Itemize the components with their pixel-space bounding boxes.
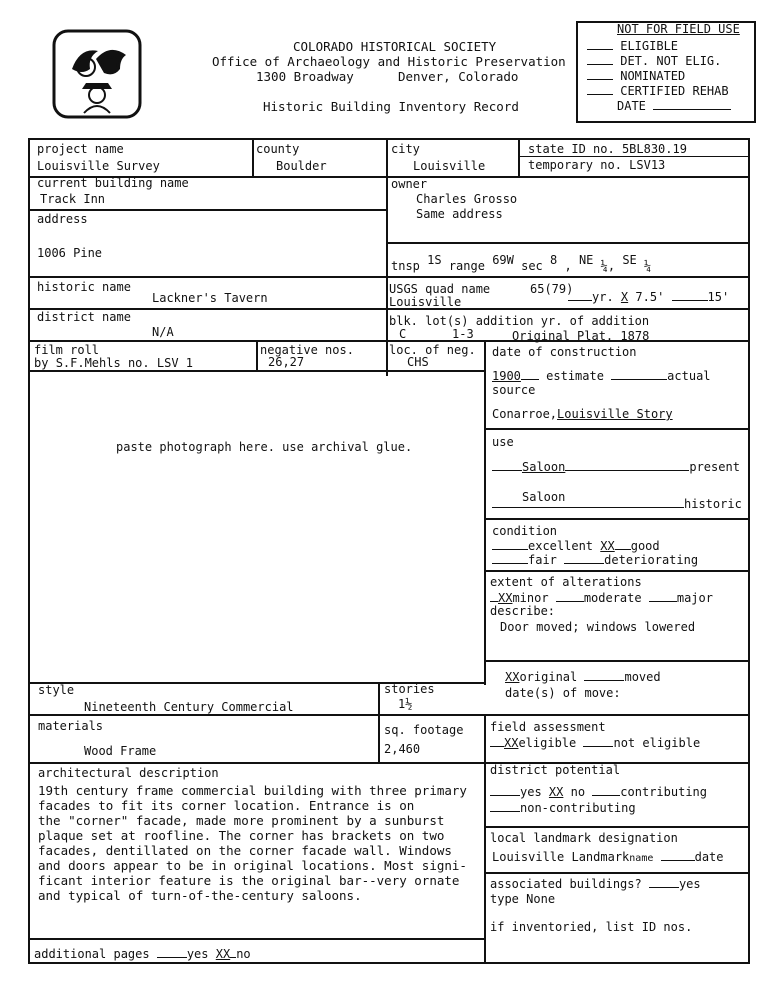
usgs-year-value: 65(79) (530, 282, 574, 296)
loc-of-neg-value: CHS (407, 355, 429, 369)
grid-line (486, 570, 748, 572)
project-name-label: project name (37, 142, 124, 156)
associated-type: type None (490, 892, 556, 906)
grid-line (28, 714, 750, 716)
project-name-value: Louisville Survey (37, 159, 160, 173)
lot-value: 1-3 (452, 327, 474, 341)
grid-line (28, 276, 750, 278)
alterations-row: XXminor moderate major (490, 590, 713, 605)
grid-line (520, 156, 748, 157)
nominated-check: NOMINATED (587, 68, 685, 83)
sq-footage-label: sq. footage (384, 723, 464, 737)
film-roll-label: film roll (34, 343, 100, 357)
district-potential-row-2: non-contributing (490, 800, 636, 815)
grid-line (256, 340, 258, 370)
source-value: Conarroe,Louisville Story (492, 407, 673, 421)
loc-of-neg-label: loc. of neg. (389, 343, 476, 357)
det-not-elig-check: DET. NOT ELIG. (587, 53, 721, 68)
alterations-description: Door moved; windows lowered (500, 620, 696, 634)
arch-line: the "corner" facade, made more prominent by a sunburst (38, 813, 445, 828)
construction-date-row: 1900 estimate actual (492, 369, 711, 383)
dates-of-move-label: date(s) of move: (505, 686, 621, 700)
grid-line (28, 762, 750, 764)
stories-label: stories (384, 682, 435, 696)
grid-line (252, 138, 254, 176)
inventoried-label: if inventoried, list ID nos. (490, 920, 693, 934)
district-name-value: N/A (152, 325, 174, 339)
additional-pages-row: additional pages yes XX no (34, 947, 251, 961)
certified-rehab-check: CERTIFIED REHAB (587, 83, 729, 98)
use-historic: historic (492, 496, 742, 511)
county-label: county (256, 142, 300, 156)
arch-line: facades, dentillated on the corner facade wall. Windows (38, 843, 452, 858)
address-label: address (37, 212, 88, 226)
source-label: source (492, 383, 536, 397)
city-value: Louisville (413, 159, 486, 173)
blk-labels: blk. lot(s) addition yr. of addition (389, 314, 650, 328)
grid-line (28, 138, 30, 962)
alterations-label: extent of alterations (490, 575, 642, 589)
photo-placeholder: paste photograph here. use archival glue. (116, 440, 413, 454)
district-potential-label: district potential (490, 763, 621, 777)
stories-value: 1½ (398, 697, 413, 711)
county-value: Boulder (276, 159, 327, 173)
sq-footage-value: 2,460 (384, 742, 421, 756)
eligible-check: ELIGIBLE (587, 38, 678, 53)
associated-buildings-row: associated buildings? yes (490, 877, 701, 891)
date-of-construction-label: date of construction (492, 345, 637, 359)
negative-nos-value: 26,27 (268, 355, 305, 369)
arch-line: facades to fit its corner location. Entrance is on (38, 798, 415, 813)
style-label: style (38, 683, 75, 697)
city-state: Denver, Colorado (398, 69, 519, 84)
grid-line (28, 962, 750, 964)
usgs-scale: yr. X 7.5' 15' (568, 289, 729, 304)
grid-line (486, 872, 748, 874)
owner-name: Charles Grosso (416, 192, 518, 206)
usgs-quad-label: USGS quad name (389, 282, 491, 296)
grid-line (486, 826, 748, 828)
form-title: Historic Building Inventory Record (263, 99, 519, 114)
field-use-title: NOT FOR FIELD USE (617, 22, 740, 36)
condition-label: condition (492, 524, 558, 538)
office-name: Office of Archaeology and Historic Preservation (212, 54, 566, 69)
historic-name-value: Lackner's Tavern (152, 291, 268, 305)
current-building-label: current building name (37, 176, 189, 190)
field-assessment-row: XXeligible not eligible (490, 735, 700, 750)
grid-line (28, 209, 386, 211)
grid-line (518, 138, 520, 176)
district-potential-row-1: yes XX no contributing (490, 784, 707, 799)
pioneer-figures-icon (52, 29, 142, 119)
arch-description-label: architectural description (38, 766, 219, 780)
negative-nos-label: negative nos. (260, 343, 354, 357)
grid-line (386, 340, 388, 370)
state-id: state ID no. 5BL830.19 (528, 142, 687, 156)
owner-address: Same address (416, 207, 503, 221)
usgs-quad-value: Louisville (389, 295, 462, 309)
grid-line (486, 518, 748, 520)
grid-line (378, 682, 380, 762)
grid-line (28, 938, 486, 940)
current-building-value: Track Inn (40, 192, 106, 206)
street-address: 1300 Broadway (256, 69, 354, 84)
grid-line (748, 138, 750, 962)
society-logo (52, 29, 142, 119)
grid-line (28, 138, 750, 140)
grid-line (484, 714, 486, 962)
film-roll-value: by S.F.Mehls no. LSV 1 (34, 356, 193, 370)
moved-row: XXoriginal moved (505, 670, 661, 684)
materials-value: Wood Frame (84, 744, 157, 758)
tnsp-row: tnsp 1S range 69W sec 8 , NE ¼, SE ¼ (391, 253, 652, 273)
condition-row-1: excellent XX good (492, 538, 660, 553)
landmark-row: Louisville Landmarkname date (492, 850, 724, 864)
field-assessment-label: field assessment (490, 720, 606, 734)
blk-value: C (399, 327, 407, 341)
field-use-date: DATE (617, 98, 731, 113)
grid-line (484, 340, 486, 685)
describe-label: describe: (490, 604, 556, 618)
arch-description-text (38, 783, 482, 903)
landmark-label: local landmark designation (490, 831, 678, 845)
grid-line (486, 660, 748, 662)
use-label: use (492, 435, 514, 449)
arch-line: and doors appear to be in original locations. Most signi- (38, 858, 467, 873)
district-name-label: district name (37, 310, 131, 324)
style-value: Nineteenth Century Commercial (84, 700, 294, 714)
use-present: Saloon present (492, 459, 740, 474)
arch-line: and typical of turn-of-the-century saloons. (38, 888, 362, 903)
arch-line: ficant interior feature is the original bar--very ornate (38, 873, 460, 888)
arch-line: plaque set at roofline. The corner has brackets on two (38, 828, 445, 843)
condition-row-2: fair deteriorating (492, 552, 698, 567)
materials-label: materials (38, 719, 104, 733)
use-historic-value: Saloon (522, 490, 566, 504)
historic-name-label: historic name (37, 280, 131, 294)
address-value: 1006 Pine (37, 246, 103, 260)
arch-line: 19th century frame commercial building with three primary (38, 783, 467, 798)
grid-line (28, 370, 486, 372)
grid-line (486, 428, 748, 430)
grid-line (386, 242, 750, 244)
owner-label: owner (391, 177, 428, 191)
org-name: COLORADO HISTORICAL SOCIETY (293, 39, 497, 54)
addition-value: Original Plat. 1878 (512, 329, 650, 343)
temporary-no: temporary no. LSV13 (528, 158, 666, 172)
city-label: city (391, 142, 420, 156)
